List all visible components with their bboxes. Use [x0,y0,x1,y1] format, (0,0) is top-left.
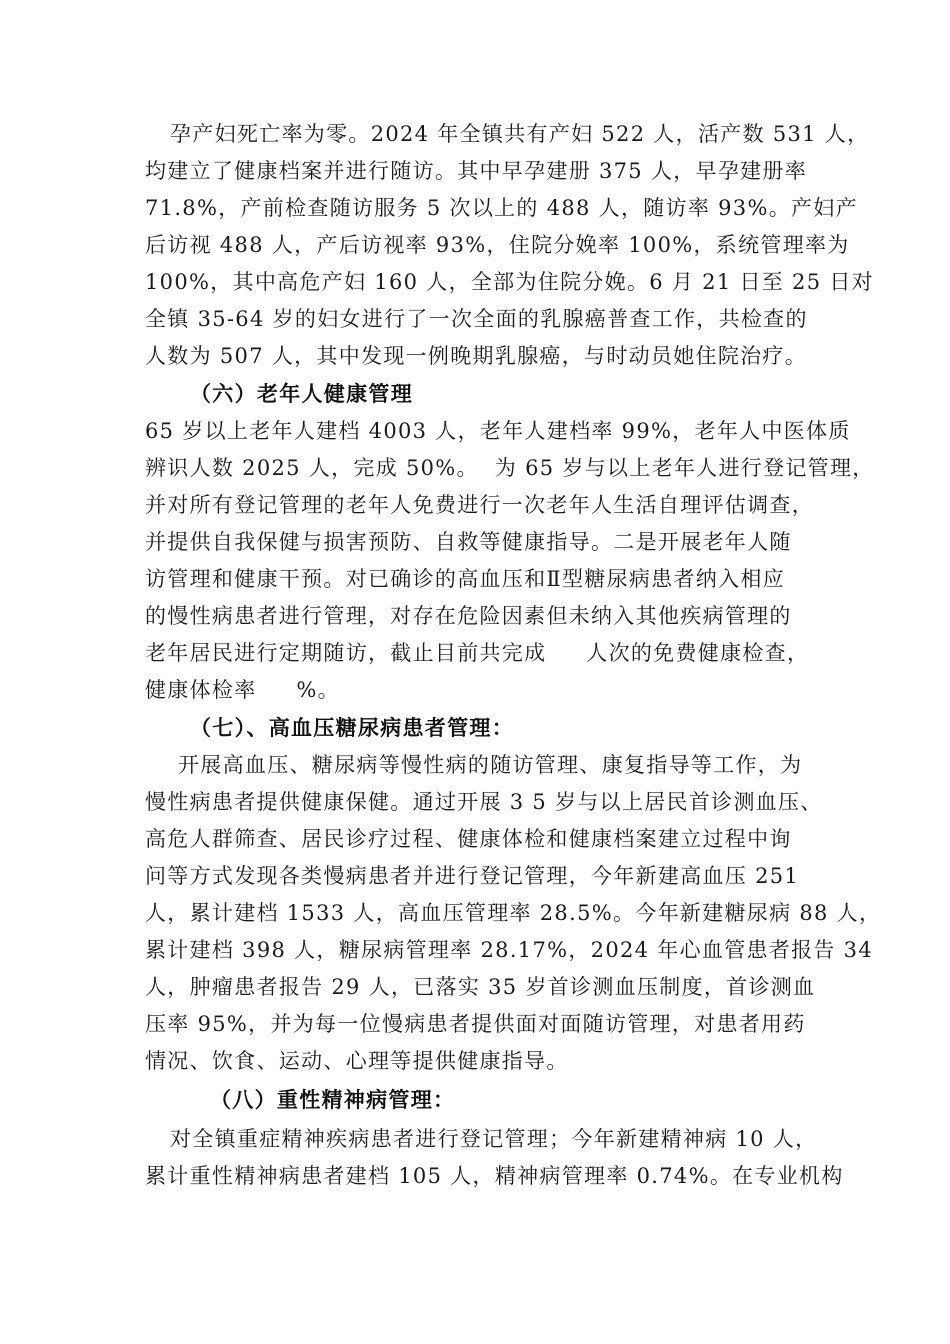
paragraph-line: 人数为 507 人，其中发现一例晚期乳腺癌，与时动员她住院治疗。 [145,344,808,368]
paragraph-line: 65 岁以上老年人建档 4003 人，老年人建档率 99%，老年人中医体质 [145,419,851,443]
paragraph-line: 100%，其中高危产妇 160 人，全部为住院分娩。6 月 21 日至 25 日对 [145,270,874,294]
paragraph-line: 压率 95%，并为每一位慢病患者提供面对面随访管理，对患者用药 [145,1012,806,1036]
paragraph-line: 累计建档 398 人，糖尿病管理率 28.17%，2024 年心血管患者报告 34 [145,938,873,962]
paragraph-line: 并提供自我保健与损害预防、自救等健康指导。二是开展老年人随 [145,530,792,554]
paragraph-line: 开展高血压、糖尿病等慢性病的随访管理、康复指导等工作，为 [178,753,803,777]
paragraph-line: 均建立了健康档案并进行随访。其中早孕建册 375 人，早孕建册率 [145,159,808,183]
paragraph-line: 情况、饮食、运动、心理等提供健康指导。 [145,1049,569,1073]
section-heading-elderly: （六）老年人健康管理 [190,381,413,406]
paragraph-line: 人，肿瘤患者报告 29 人，已落实 35 岁首诊测血压制度，首诊测血 [145,975,816,999]
paragraph-line: 老年居民进行定期随访，截止目前共完成 人次的免费健康检查， [145,641,810,665]
section-heading-chronic: （七）、高血压糖尿病患者管理： [190,715,514,740]
paragraph-line: 问等方式发现各类慢病患者并进行登记管理，今年新建高血压 251 [145,864,800,888]
paragraph-line: 健康体检率 %。 [145,678,340,702]
paragraph-line: 累计重性精神病患者建档 105 人，精神病管理率 0.74%。在专业机构 [145,1164,844,1188]
paragraph-line: 孕产妇死亡率为零。2024 年全镇共有产妇 522 人，活产数 531 人， [170,122,870,146]
paragraph-line: 人，累计建档 1533 人，高血压管理率 28.5%。今年新建糖尿病 88 人， [145,901,882,925]
paragraph-line: 71.8%，产前检查随访服务 5 次以上的 488 人，随访率 93%。产妇产 [145,196,858,220]
paragraph-line: 对全镇重症精神疾病患者进行登记管理；今年新建精神病 10 人， [170,1127,818,1151]
paragraph-line: 的慢性病患者进行管理，对存在危险因素但未纳入其他疾病管理的 [145,604,792,628]
paragraph-line: 并对所有登记管理的老年人免费进行一次老年人生活自理评估调查， [145,493,814,517]
paragraph-line: 高危人群筛查、居民诊疗过程、健康体检和健康档案建立过程中询 [145,827,792,851]
section-heading-mental: （八）重性精神病管理： [210,1087,456,1112]
paragraph-line: 访管理和健康干预。对已确诊的高血压和Ⅱ型糖尿病患者纳入相应 [145,567,785,591]
paragraph-line: 后访视 488 人，产后访视率 93%，住院分娩率 100%，系统管理率为 [145,233,850,257]
paragraph-line: 全镇 35-64 岁的妇女进行了一次全面的乳腺癌普查工作，共检查的 [145,307,808,331]
paragraph-line: 辨识人数 2025 人，完成 50%。 为 65 岁与以上老年人进行登记管理， [145,456,875,480]
paragraph-line: 慢性病患者提供健康保健。通过开展 3 5 岁与以上居民首诊测血压、 [145,790,823,814]
